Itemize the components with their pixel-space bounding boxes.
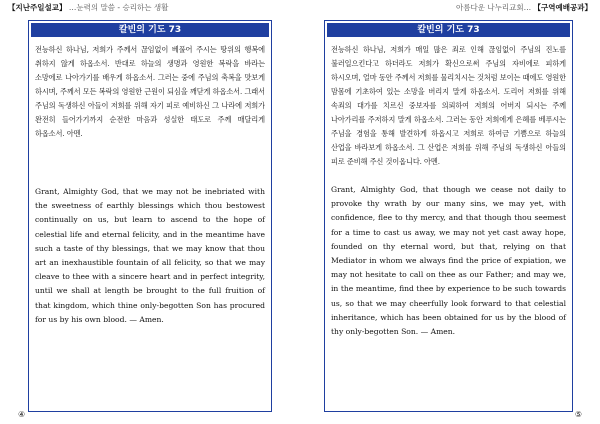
right-header-subtitle: 아름다운 나누리교회… bbox=[456, 3, 532, 12]
right-header-tag: 【구역예배공과】 bbox=[533, 3, 592, 12]
left-page-number: ④ bbox=[18, 410, 26, 419]
right-page-body bbox=[325, 39, 572, 339]
left-english-prayer: Grant, Almighty God, that we may not be inebriated with the sweetness of earthly blessings which thou bestowest continually on us, but learn to ascend to the hope of celestial life and eternal felicity, and in the meantime have such a taste of thy blessings, that we may know that thou art an inexhaustible fountain of all felicity, so that we may cleave to thee with a sincere heart and in perfect integrity, until we shall at length be brought to the full fruition of that kingdom, which thine only-begotten Son has procured for us by his own blood. — Amen. bbox=[35, 187, 265, 324]
left-header-tag: 【지난주일설교】 bbox=[8, 3, 67, 12]
right-page bbox=[324, 20, 573, 412]
right-english-prayer: Grant, Almighty God, that though we cease not daily to provoke thy wrath by our many sins, we may yet, with confidence, flee to thy mercy, and that though thou seemest for a time to cast us away, we may not yet cast away hope, founded on thy eternal word, but that, relying on that Mediator in whom we always find the price of expiation, we may not hesitate to call on thee as our Father; and may we, in the meantime, find thee by experience to be such towards us, so that we may cheerfully look forward to that celestial inheritance, which has been obtained for us by the blood of thy only-begotten Son. — Amen. bbox=[331, 185, 566, 337]
left-korean-prayer: 전능하신 하나님, 저희가 주께서 끊임없이 베풀어 주시는 땅위의 행복에 취하지 않게 하옵소서. 반대로 하늘의 생명과 영원한 복락을 바라는 소망에로 나아가기를 배우게 하옵소서. 그러는 중에 주님의 축복을 맛보게 하시며, 주께서 모든 복락의 영원한 근원이 되심을 깨닫게 하옵소서. 그래서 주님의 독생하신 아들이 저희를 위해 자기 피로 예비하신 그 나라에 저희가 완전히 들어가기까지 순전한 마음과 성실한 태도로 주께 매달리게 하옵소서. 아멘. bbox=[35, 45, 265, 138]
right-page-number: ⑤ bbox=[574, 410, 582, 419]
left-page-body bbox=[29, 39, 271, 327]
right-korean-prayer: 전능하신 하나님, 저희가 매일 많은 죄로 인해 끊임없이 주님의 진노를 불러일으킨다고 하더라도 저희가 확신으로써 주님의 자비에로 피하게 하시오며, 얼마 동안 주께서 저희를 물리치시는 것처럼 보이는 때에도 영원한 맘몸에 기초하여 있는 소망을 버리지 말게 하옵소서. 도리어 저희를 위해 속죄의 대가를 치르신 중보자를 의뢰하여 저희의 어버지 되시는 주께 나아가리를 주저하지 말게 하옵소서. 그러는 동안 저희에게 은혜를 베푸시는 주님을 경험을 통해 발견하게 하옵시고 저희로 하여금 기쁨으로 하늘의 산업을 바라보게 하옵소서. 그 산업은 저희를 위해 주님의 독생하신 아들의 피로 준비해 주신 것이옵니다. 아멘. bbox=[331, 45, 566, 166]
left-page bbox=[28, 20, 272, 412]
left-header-subtitle: …눈력의 말씀 - 승리하는 생활 bbox=[68, 3, 169, 12]
right-page-title: 칼빈의 기도 73 bbox=[327, 23, 570, 37]
right-running-header bbox=[456, 3, 592, 13]
left-page-title: 칼빈의 기도 73 bbox=[31, 23, 269, 37]
left-running-header bbox=[8, 3, 168, 13]
